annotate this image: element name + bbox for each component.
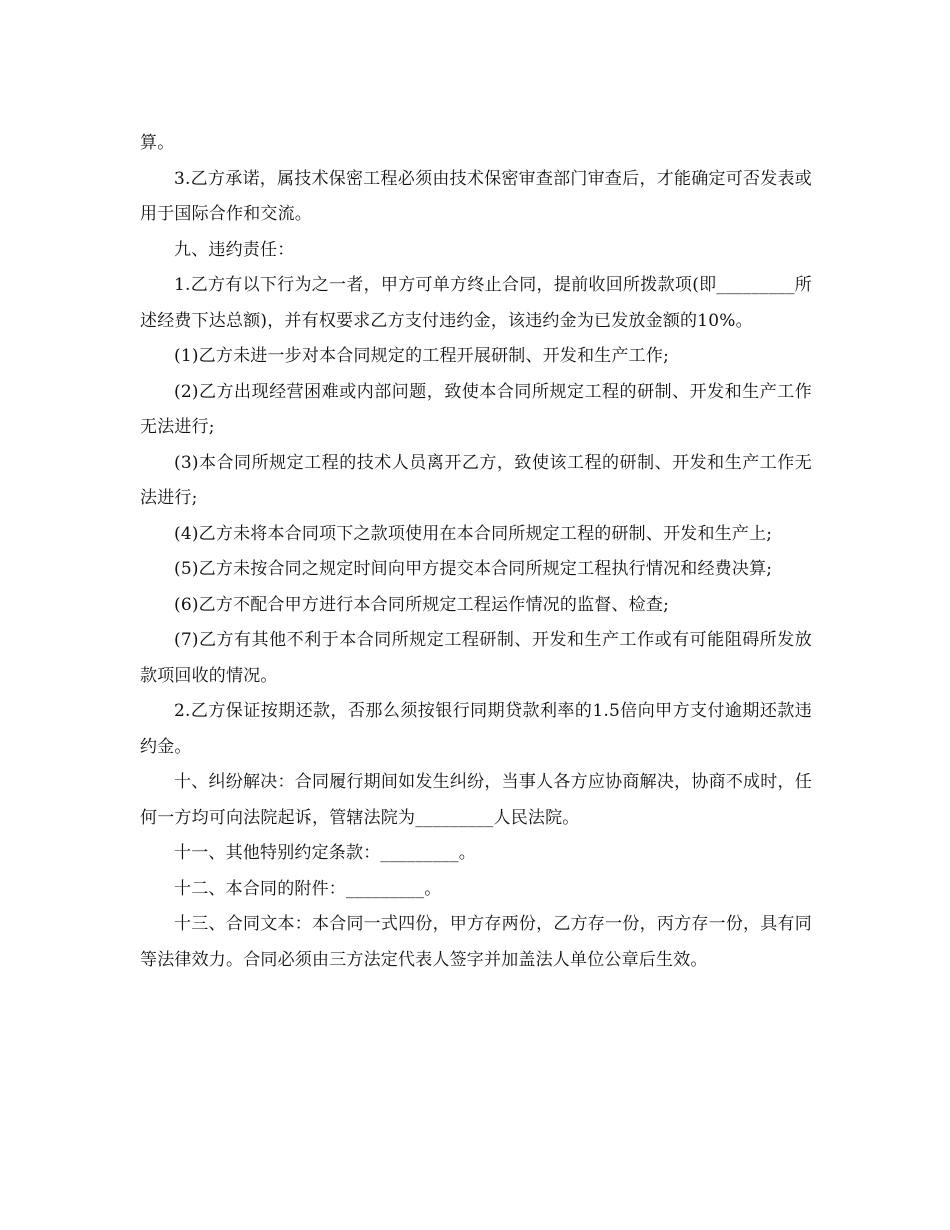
list-item-5: (5)乙方未按合同之规定时间向甲方提交本合同所规定工程执行情况和经费决算; bbox=[174, 559, 773, 579]
list-item-4: (4)乙方未将本合同项下之款项使用在本合同所规定工程的研制、开发和生产上; bbox=[174, 523, 773, 544]
list-item-3: (3)本合同所规定工程的技术人员离开乙方，致使该工程的研制、开发和生产工作无法进行; bbox=[140, 452, 812, 508]
section-attachments: 十二、本合同的附件：_________。 bbox=[174, 878, 442, 899]
section-special-terms: 十一、其他特别约定条款：_________。 bbox=[174, 843, 476, 863]
list-item-7: (7)乙方有其他不利于本合同所规定工程研制、开发和生产工作或有可能阻碍所发放款项回收的情况。 bbox=[140, 630, 812, 686]
list-item-2: (2)乙方出现经营困难或内部问题，致使本合同所规定工程的研制、开发和生产工作无法进行; bbox=[140, 381, 812, 437]
document-page bbox=[140, 126, 812, 978]
paragraph-continuation: 算。 bbox=[140, 133, 175, 153]
list-item-6: (6)乙方不配合甲方进行本合同所规定工程运作情况的监督、检查; bbox=[174, 594, 670, 615]
section-dispute-resolution: 十、纠纷解决：合同履行期间如发生纠纷，当事人各方应协商解决，协商不成时，任何一方均可向法院起诉，管辖法院为_________人民法院。 bbox=[140, 772, 812, 828]
paragraph-clause-9-2: 2.乙方保证按期还款，否那么须按银行同期贷款利率的1.5倍向甲方支付逾期还款违约金。 bbox=[140, 701, 812, 757]
list-item-1: (1)乙方未进一步对本合同规定的工程开展研制、开发和生产工作; bbox=[174, 346, 670, 366]
section-contract-copies: 十三、合同文本：本合同一式四份，甲方存两份，乙方存一份，丙方存一份，具有同等法律效力。合同必须由三方法定代表人签字并加盖法人单位公章后生效。 bbox=[140, 914, 812, 970]
paragraph-clause-8-3: 3.乙方承诺，属技术保密工程必须由技术保密审查部门审查后，才能确定可否发表或用于国际合作和交流。 bbox=[140, 168, 812, 224]
paragraph-clause-9-1: 1.乙方有以下行为之一者，甲方可单方终止合同，提前收回所拨款项(即_________所述经费下达总额)，并有权要求乙方支付违约金，该违约金为已发放金额的10%。 bbox=[140, 275, 812, 331]
section-heading-liability: 九、违约责任： bbox=[174, 239, 295, 260]
